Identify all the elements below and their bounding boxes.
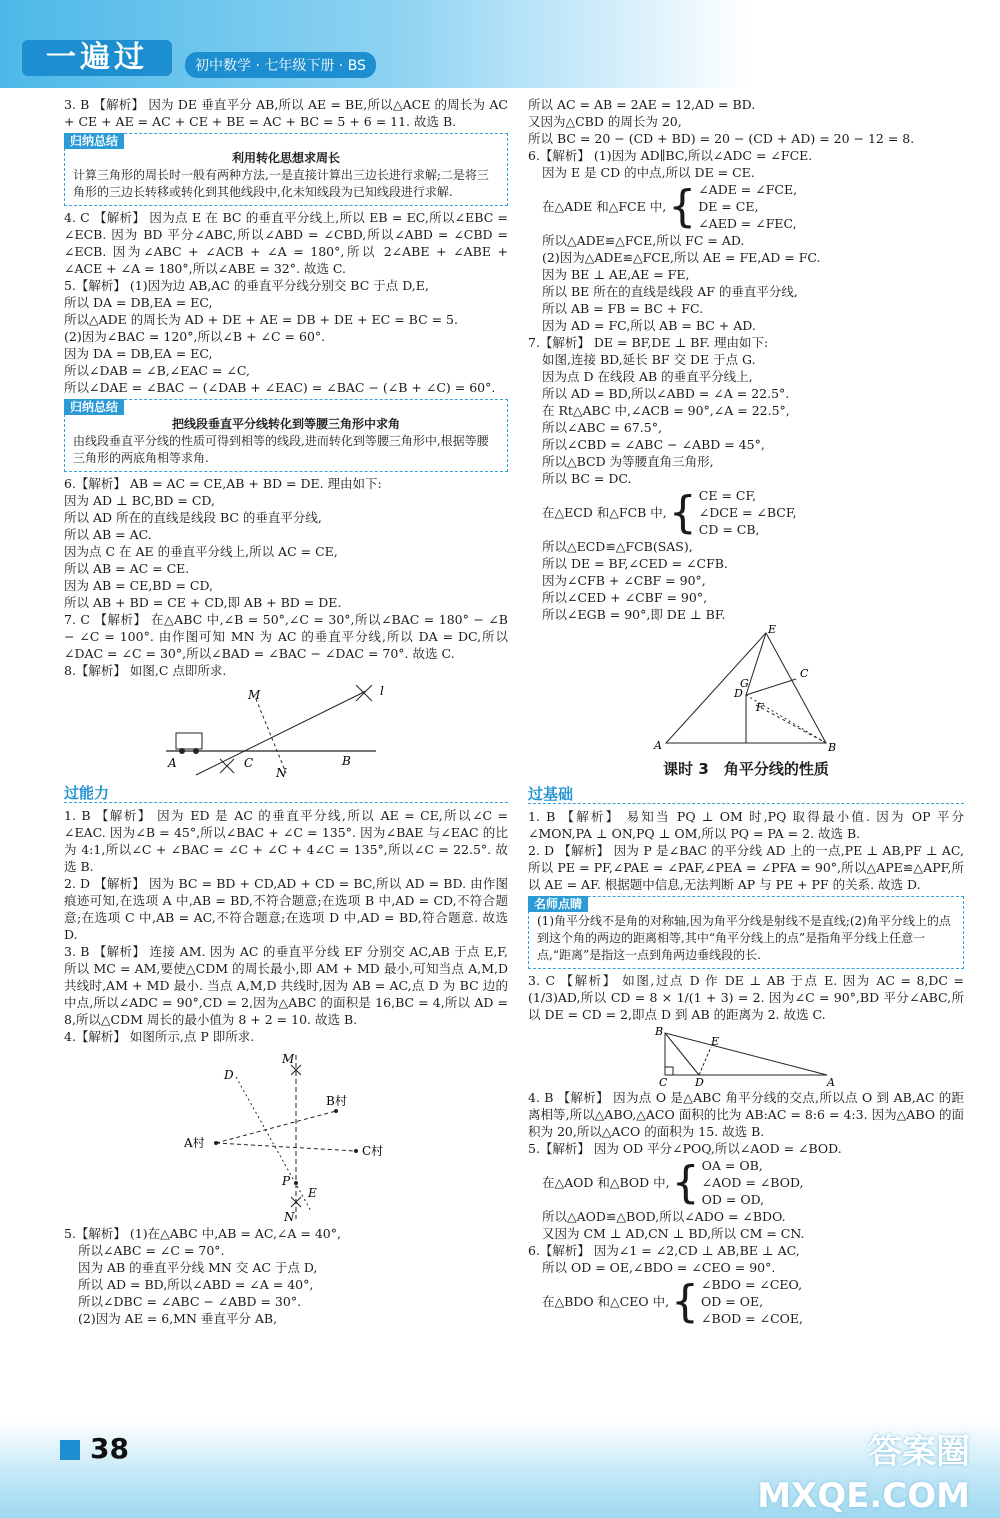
fig-label: B: [655, 1025, 664, 1038]
section-heading-basics: 过基础: [528, 786, 964, 804]
teacher-tip-text: (1)角平分线不是角的对称轴,因为角平分线是射线不是直线;(2)角平分线上的点到这个角的两边的距离相等,其中“角平分线上的点”是指角平分线上任意一点,“距离”是指这一点到角两边垂线段的长.: [537, 914, 951, 962]
answer-6-line: 因为点 C 在 AE 的垂直平分线上,所以 AC = CE,: [64, 544, 338, 559]
ability-answer-7-line: 在 Rt△ABC 中,∠ACB = 90°,∠A = 22.5°,: [542, 403, 790, 418]
fig-label: C: [659, 1076, 668, 1087]
ability-answer-6-line: 所以 BE 所在的直线是线段 AF 的垂直平分线,: [542, 284, 798, 299]
system-line: ∠BDO = ∠CEO,: [701, 1277, 803, 1292]
answer-8: 8.【解析】 如图,C 点即所求.: [64, 663, 227, 678]
ability-answer-6-line: 所以△ADE≌△FCE,所以 FC = AD.: [542, 233, 745, 248]
system-line: ∠AED = ∠FEC,: [698, 216, 797, 231]
ability-answer-7-line: 所以△BCD 为等腰直角三角形,: [542, 454, 714, 469]
page-number: 38: [90, 1432, 129, 1465]
basic-answer-4: 4. B 【解析】 因为点 O 是△ABC 角平分线的交点,所以点 O 到 AB,AC 的距离相等,所以△ABO,△ACO 面积的比为 AB:AC = 8:6 = 4:3. 因为△ABO 的面积为 20,所以△ACO 的面积为 15. 故选 B.: [528, 1090, 964, 1139]
answer-3: 3. B 【解析】 因为 DE 垂直平分 AB,所以 AE = BE,所以△ACE 的周长为 AC + CE + AE = AC + CE + BE = AC + BC = 5 + 6 = 11. 故选 B.: [64, 97, 508, 129]
basic-answer-3: 3. C 【解析】 如图,过点 D 作 DE ⊥ AB 于点 E. 因为 AC = 8,DC = (1/3)AD,所以 CD = 8 × 1/(1 + 3) = 2. 因为∠C = 90°,BD 平分∠ABC,所以 DE = CD = 2,即点 D 到 AB 的距离为 2. 故选 C.: [528, 973, 964, 1022]
fig-label: D: [224, 1068, 234, 1082]
fig-label: E: [768, 625, 777, 636]
system-line: DE = CE,: [698, 199, 759, 214]
ability-answer-7-line: 所以△ECD≌△FCB(SAS),: [542, 539, 693, 554]
ability-answer-5-line: 所以∠DBC = ∠ABC − ∠ABD = 30°.: [78, 1294, 302, 1309]
ability-answer-6-line: 因为 BE ⊥ AE,AE = FE,: [542, 267, 690, 282]
ability-answer-5-line: 因为 AB 的垂直平分线 MN 交 AC 于点 D,: [78, 1260, 318, 1275]
answer-6-line: 所以 AD 所在的直线是线段 BC 的垂直平分线,: [64, 510, 322, 525]
system-line: ∠AOD = ∠BOD,: [701, 1175, 804, 1190]
ability-answer-7-line: 所以∠EGB = 90°,即 DE ⊥ BF.: [542, 607, 726, 622]
fig-label: E: [308, 1186, 317, 1200]
answer-6-line: 因为 AD ⊥ BC,BD = CD,: [64, 493, 215, 508]
answer-5-line: 所以 DA = DB,EA = EC,: [64, 295, 213, 310]
answer-5-cont: 所以 BC = 20 − (CD + BD) = 20 − (CD + AD) = 20 − 12 = 8.: [528, 131, 915, 146]
fig-label: C村: [362, 1144, 384, 1158]
lesson-title: 课时 3 角平分线的性质: [663, 760, 829, 778]
fig-label: D: [734, 687, 743, 700]
summary-text: 计算三角形的周长时一般有两种方法,一是直接计算出三边长进行求解;二是将三角形的三边长转移或转化到其他线段中,化未知线段为已知线段进行求解.: [73, 168, 489, 199]
page-number-marker: [60, 1440, 80, 1460]
teacher-tip-box: [528, 896, 964, 969]
summary-box-2: [64, 399, 508, 472]
ability-answer-4: 4.【解析】 如图所示,点 P 即所求.: [64, 1029, 255, 1044]
system-line: ∠DCE = ∠BCF,: [698, 505, 797, 520]
system-line: OD = OE,: [701, 1294, 764, 1309]
ability-answer-5-line: 所以 AD = BD,所以∠ABD = ∠A = 40°,: [78, 1277, 314, 1292]
fig-label: A: [654, 739, 662, 752]
figure-q7: [636, 625, 856, 755]
fig-label: N: [284, 1210, 295, 1223]
summary-box-1: [64, 133, 508, 206]
basic-answer-6-line: 所以 OD = OE,∠BDO = ∠CEO = 90°.: [542, 1260, 776, 1275]
fig-label: B: [828, 741, 837, 754]
figure-village: [176, 1047, 396, 1223]
ability-answer-7-line: 所以 DE = BF,∠CED = ∠CFB.: [542, 556, 728, 571]
figure-b3: [651, 1025, 841, 1087]
ability-answer-5-line: (2)因为 AE = 6,MN 垂直平分 AB,: [78, 1311, 278, 1326]
system-lead: 在△ADE 和△FCE 中,: [542, 199, 667, 214]
ability-answer-7-line: 因为∠CFB + ∠CBF = 90°,: [542, 573, 706, 588]
fig-label: M: [248, 688, 261, 702]
fig-label: F: [756, 701, 764, 714]
left-column: [64, 96, 508, 1327]
watermark-text: 答案圈: [868, 1432, 970, 1472]
fig-label: A: [827, 1076, 835, 1087]
basic-answer-2: 2. D 【解析】 因为 P 是∠BAC 的平分线 AD 上的一点,PE ⊥ AB,PF ⊥ AC,所以 PE = PF,∠PAE = ∠PAF,∠PEA = ∠PFA = 90°,所以△APE≌△APF,所以 AE = AF. 根据题中信息,无法判断 AP 与 PE + PF 的关系. 故选 D.: [528, 843, 964, 892]
answer-6-line: 因为 AB = CE,BD = CD,: [64, 578, 214, 593]
basic-answer-5-line: 所以△AOD≌△BOD,所以∠ADO = ∠BDO.: [542, 1209, 786, 1224]
fig-label: D: [695, 1076, 704, 1087]
ability-answer-7-line: 所以∠ABC = 67.5°,: [542, 420, 662, 435]
book-logo: 一遍过: [22, 40, 172, 76]
basic-answer-5-line: 又因为 CM ⊥ AD,CN ⊥ BD,所以 CM = CN.: [542, 1226, 805, 1241]
system-lead: 在△BDO 和△CEO 中,: [542, 1294, 670, 1309]
answer-6-line: 所以 AB + BD = CE + CD,即 AB + BD = DE.: [64, 595, 342, 610]
summary-label: 归纳总结: [64, 133, 124, 149]
ability-answer-7-line: 所以 BC = DC.: [542, 471, 632, 486]
ability-answer-5-line: 5.【解析】 (1)在△ABC 中,AB = AC,∠A = 40°,: [64, 1226, 341, 1241]
equation-system: [528, 487, 964, 538]
brace-icon: {: [671, 1275, 700, 1327]
system-line: OD = OD,: [701, 1192, 765, 1207]
answer-6-line: 所以 AB = AC.: [64, 527, 152, 542]
answer-5-line: (2)因为∠BAC = 120°,所以∠B + ∠C = 60°.: [64, 329, 326, 344]
teacher-label: 名师点睛: [528, 896, 588, 912]
system-lead: 在△AOD 和△BOD 中,: [542, 1175, 670, 1190]
figure-q8: [136, 681, 436, 777]
summary-title: 利用转化思想求周长: [231, 151, 340, 165]
equation-system: [528, 181, 964, 232]
summary-text: 由线段垂直平分线的性质可得到相等的线段,进而转化到等腰三角形中,根据等腰三角形的两底角相等求角.: [73, 434, 489, 465]
ability-answer-6-line: (2)因为△ADE≌△FCE,所以 AE = FE,AD = FC.: [542, 250, 821, 265]
ability-answer-7-line: 因为点 D 在线段 AB 的垂直平分线上,: [542, 369, 753, 384]
answer-5-line: 5.【解析】 (1)因为边 AB,AC 的垂直平分线分别交 BC 于点 D,E,: [64, 278, 429, 293]
ability-answer-7-line: 所以∠CED + ∠CBF = 90°,: [542, 590, 708, 605]
ability-answer-5-line: 所以∠ABC = ∠C = 70°.: [78, 1243, 225, 1258]
equation-system: [528, 1157, 964, 1208]
fig-label: C: [244, 756, 254, 770]
fig-label: B: [342, 754, 351, 768]
basic-answer-5-line: 5.【解析】 因为 OD 平分∠POQ,所以∠AOD = ∠BOD.: [528, 1141, 842, 1156]
system-lead: 在△ECD 和△FCB 中,: [542, 505, 667, 520]
fig-label: l: [380, 684, 384, 698]
fig-label: E: [711, 1035, 720, 1048]
ability-answer-7-line: 所以∠CBD = ∠ABC − ∠ABD = 45°,: [542, 437, 765, 452]
ability-answer-6-line: 因为 AD = FC,所以 AB = BC + AD.: [542, 318, 756, 333]
right-column: [528, 96, 964, 1327]
answer-5-line: 所以∠DAB = ∠B,∠EAC = ∠C,: [64, 363, 250, 378]
ability-answer-6-line: 所以 AB = FB = BC + FC.: [542, 301, 704, 316]
ability-answer-7-line: 7.【解析】 DE = BF,DE ⊥ BF. 理由如下:: [528, 335, 769, 350]
fig-label: A村: [184, 1136, 205, 1150]
watermark-url: MXQE.COM: [757, 1476, 970, 1517]
brace-icon: {: [671, 1156, 700, 1208]
system-line: ∠BOD = ∠COE,: [701, 1311, 804, 1326]
answer-5-line: 因为 DA = DB,EA = EC,: [64, 346, 213, 361]
fig-label: M: [282, 1052, 295, 1066]
section-heading-ability: 过能力: [64, 785, 508, 803]
ability-answer-6-line: 因为 E 是 CD 的中点,所以 DE = CE.: [542, 165, 755, 180]
answer-5-line: 所以△ADE 的周长为 AD + DE + AE = DB + DE + EC = BC = 5.: [64, 312, 458, 327]
ability-answer-2: 2. D 【解析】 因为 BC = BD + CD,AD + CD = BC,所以 AD = BD. 由作图痕迹可知,在选项 A 中,AB = BD,不符合题意;在选项 B 中,AD = CD,不符合题意;在选项 C 中,AB = AC,不符合题意;在选项 D 中,AD = BD,符合题意. 故选 D.: [64, 876, 508, 942]
basic-answer-1: 1. B 【解析】 易知当 PQ ⊥ OM 时,PQ 取得最小值. 因为 OP 平分∠MON,PA ⊥ ON,PQ ⊥ OM,所以 PQ = PA = 2. 故选 B.: [528, 809, 964, 841]
ability-answer-6-line: 6.【解析】 (1)因为 AD∥BC,所以∠ADC = ∠FCE.: [528, 148, 813, 163]
brace-icon: {: [668, 180, 697, 232]
ability-answer-7-line: 如图,连接 BD,延长 BF 交 DE 于点 G.: [542, 352, 756, 367]
ability-answer-1: 1. B 【解析】 因为 ED 是 AC 的垂直平分线,所以 AE = CE,所以∠C = ∠EAC. 因为∠B = 45°,所以∠BAC + ∠C = 135°. 因为∠BAE 与∠EAC 的比为 4:1,所以∠C + ∠BAC = ∠C + ∠C + 4∠C = 135°,所以∠C = 22.5°. 故选 B.: [64, 808, 508, 874]
page-header: [0, 0, 1000, 88]
answer-5-cont: 又因为△CBD 的周长为 20,: [528, 114, 682, 129]
equation-system: [528, 1276, 964, 1327]
fig-label: B村: [326, 1094, 347, 1108]
answer-5-line: 所以∠DAE = ∠BAC − (∠DAB + ∠EAC) = ∠BAC − (∠B + ∠C) = 60°.: [64, 380, 496, 395]
answer-6-line: 所以 AB = AC = CE.: [64, 561, 190, 576]
summary-label: 归纳总结: [64, 399, 124, 415]
fig-label: G: [740, 677, 749, 690]
system-line: CE = CF,: [698, 488, 757, 503]
basic-answer-6-line: 6.【解析】 因为∠1 = ∠2,CD ⊥ AB,BE ⊥ AC,: [528, 1243, 800, 1258]
fig-label: A: [168, 756, 177, 770]
summary-title: 把线段垂直平分线转化到等腰三角形中求角: [171, 417, 400, 431]
system-line: OA = OB,: [701, 1158, 763, 1173]
answer-5-cont: 所以 AC = AB = 2AE = 12,AD = BD.: [528, 97, 756, 112]
answer-7: 7. C 【解析】 在△ABC 中,∠B = 50°,∠C = 30°,所以∠BAC = 180° − ∠B − ∠C = 100°. 由作图可知 MN 为 AC 的垂直平分线,所以 DA = DC,所以∠DAC = ∠C = 30°,所以∠BAD = ∠BAC − ∠DAC = 70°. 故选 C.: [64, 612, 508, 661]
system-line: ∠ADE = ∠FCE,: [698, 182, 798, 197]
fig-label: N: [276, 766, 287, 777]
system-line: CD = CB,: [698, 522, 760, 537]
watermark: [757, 1430, 970, 1518]
fig-label: C: [800, 667, 809, 680]
fig-label: P: [282, 1174, 291, 1188]
brace-icon: {: [668, 486, 697, 538]
ability-answer-7-line: 所以 AD = BD,所以∠ABD = ∠A = 22.5°.: [542, 386, 790, 401]
answer-4: 4. C 【解析】 因为点 E 在 BC 的垂直平分线上,所以 EB = EC,所以∠EBC = ∠ECB. 因为 BD 平分∠ABC,所以∠ABD = ∠CBD,所以∠ABD = ∠CBD = ∠ECB. 因为∠ABC + ∠ACB + ∠A = 180°,所以 2∠ABE + ∠ABE + ∠ACE + ∠A = 180°,所以∠ABE = 32°. 故选 C.: [64, 210, 508, 276]
answer-6-line: 6.【解析】 AB = AC = CE,AB + BD = DE. 理由如下:: [64, 476, 382, 491]
ability-answer-3: 3. B 【解析】 连接 AM. 因为 AC 的垂直平分线 EF 分别交 AC,AB 于点 E,F,所以 MC = AM,要使△CDM 的周长最小,即 AM + MD 最小,可知当点 A,M,D 共线时,AM + MD 最小. 当点 A,M,D 共线时,因为 AB = AC,点 D 为 BC 边的中点,所以∠ADC = 90°,CD = 2,因为△ABC 的面积是 16,BC = 4,所以 AD = 8,所以△CDM 周长的最小值为 8 + 2 = 10. 故选 B.: [64, 944, 508, 1027]
subject-badge: 初中数学 · 七年级下册 · BS: [185, 52, 376, 78]
